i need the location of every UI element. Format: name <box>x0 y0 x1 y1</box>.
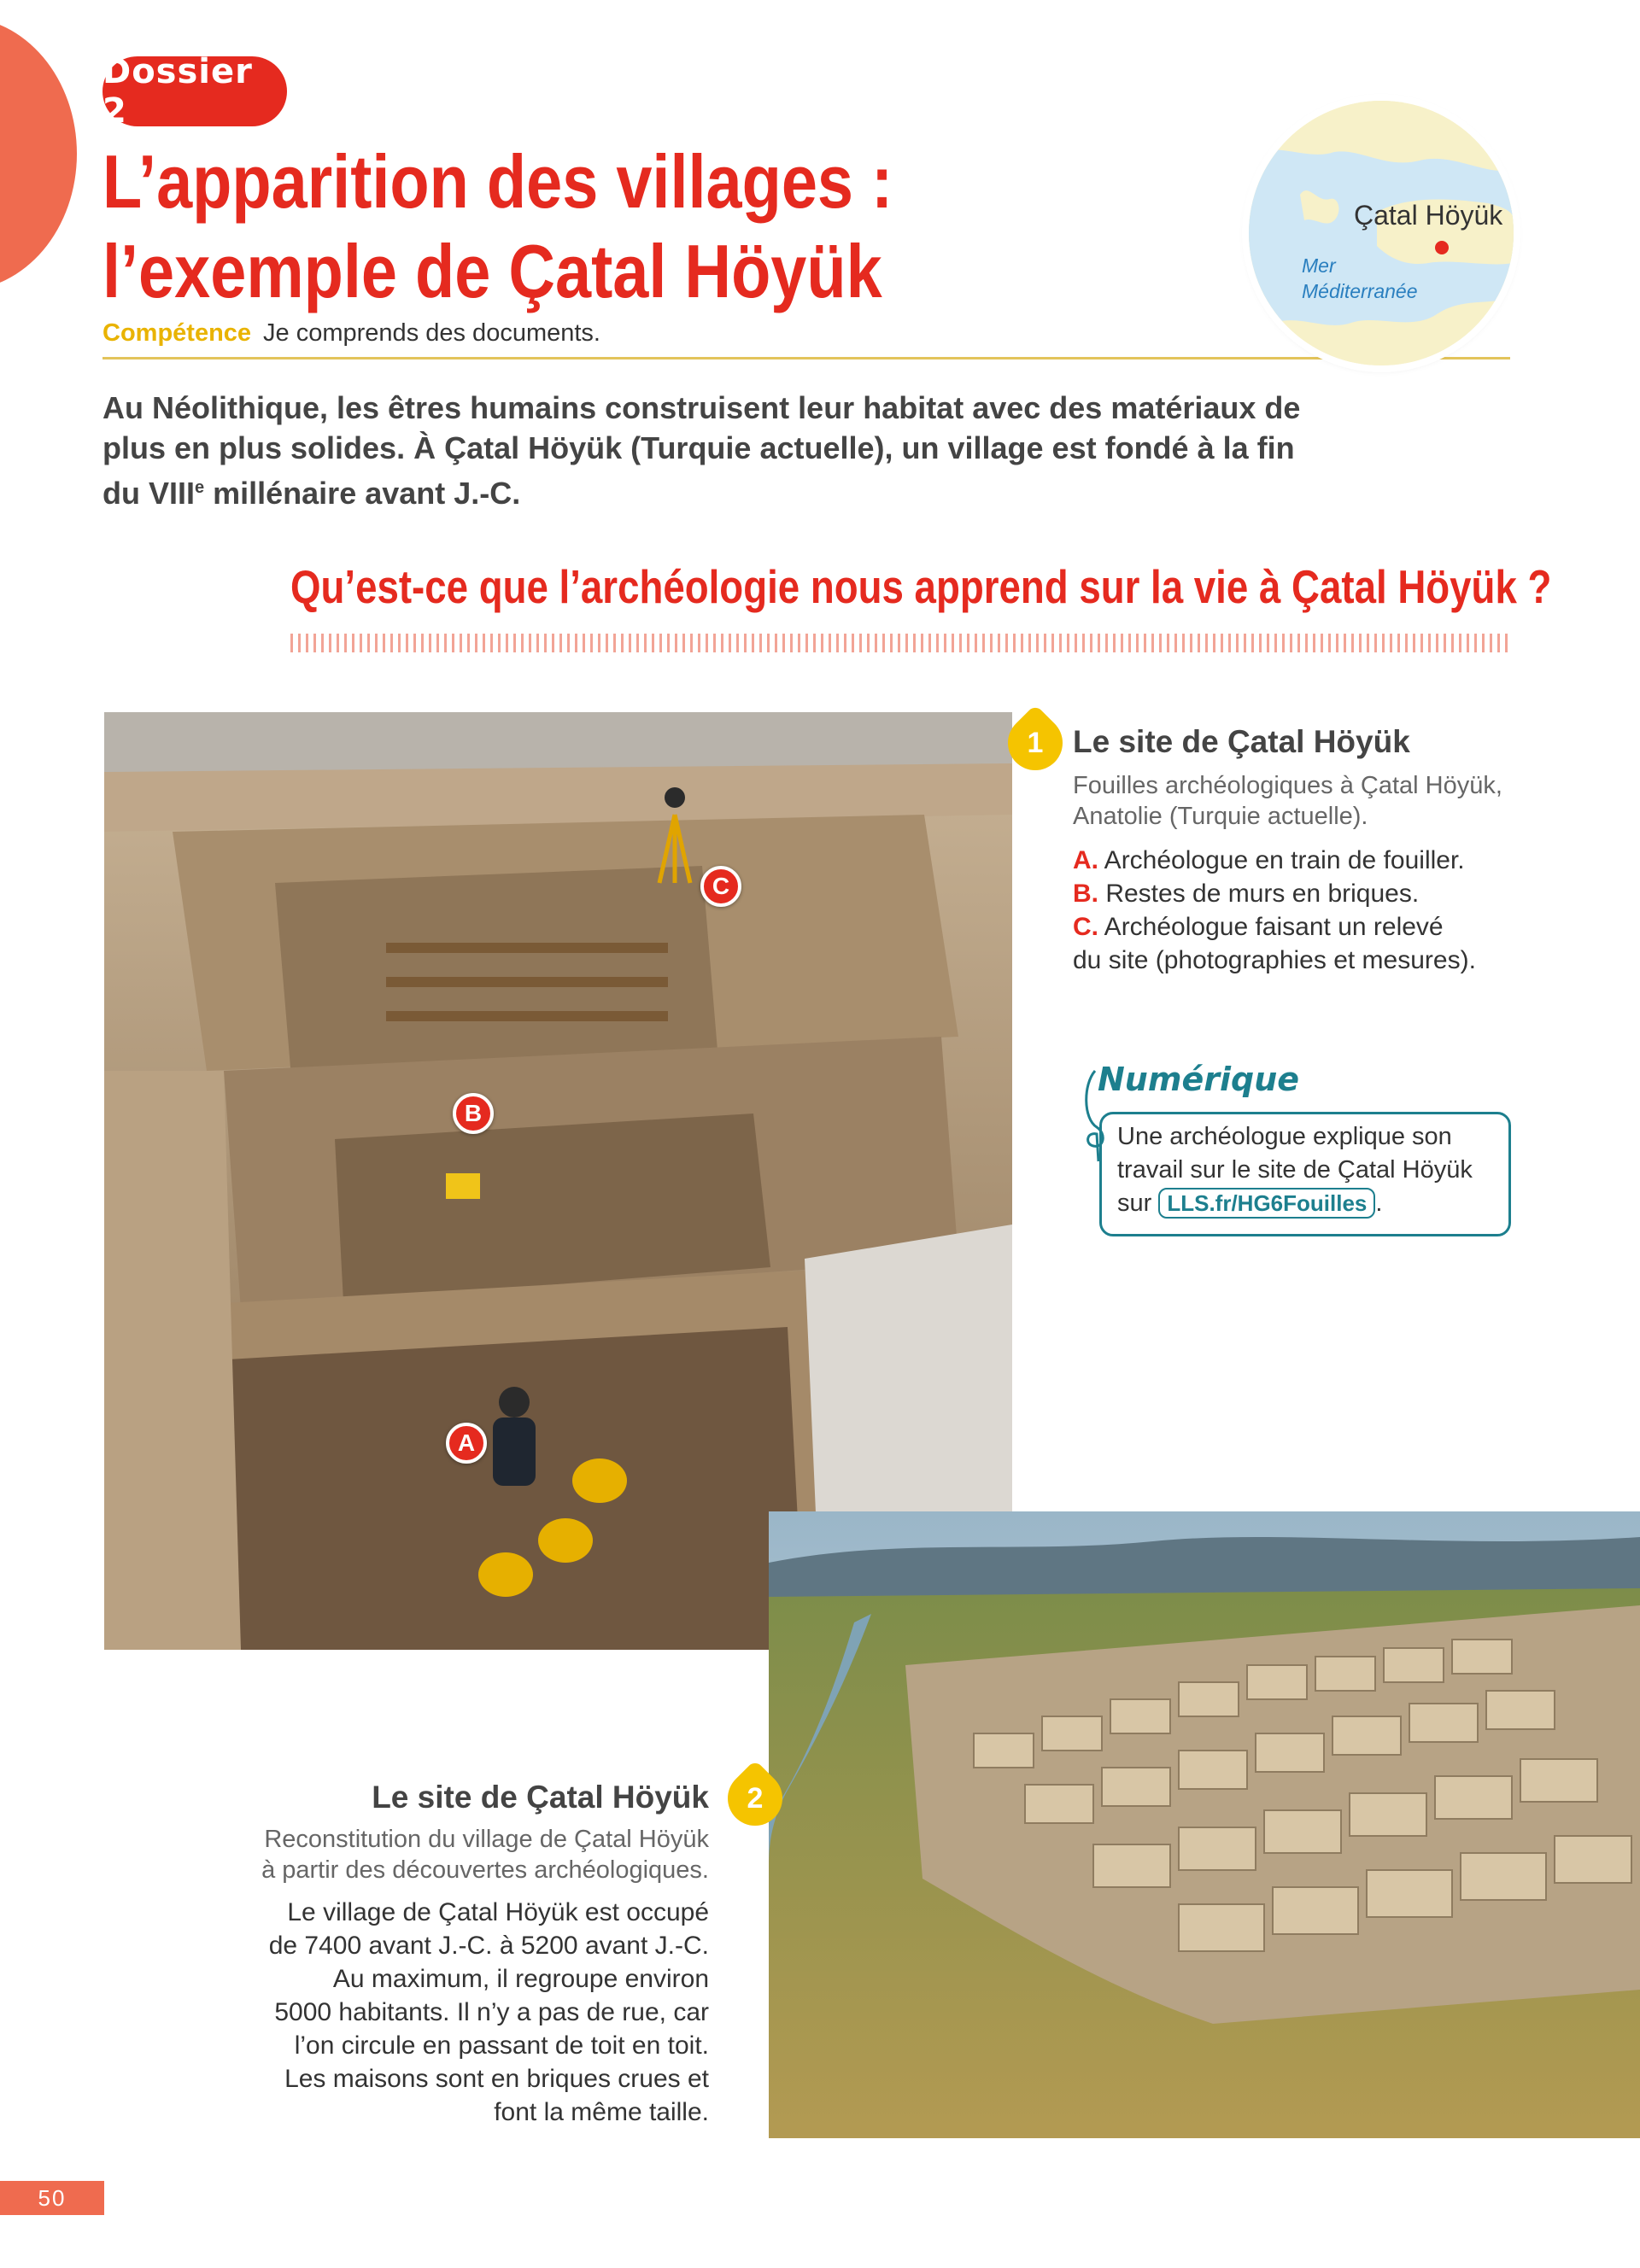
marker-c: C <box>700 866 741 907</box>
section-question: Qu’est-ce que l’archéologie nous apprend sur la vie à Çatal Höyük ? <box>290 560 1552 613</box>
dossier-badge: Dossier 2 <box>102 56 287 126</box>
numerique-line-2: travail sur le site de Çatal Höyük <box>1117 1156 1473 1184</box>
village-reconstruction-graphic <box>769 1511 1640 2138</box>
skill-label: Compétence <box>102 319 252 347</box>
doc1-item-a-text: Archéologue en train de fouiller. <box>1098 846 1465 874</box>
map-sea-label <box>1302 253 1418 304</box>
title-line-1: L’apparition des villages : <box>102 139 893 224</box>
location-map <box>1249 101 1514 365</box>
title-line-2: l’exemple de Çatal Höyük <box>102 229 882 313</box>
doc1-number: 1 <box>1027 726 1044 759</box>
excavation-photo <box>104 712 1012 1650</box>
intro-line-3b: millénaire avant J.-C. <box>204 476 521 511</box>
doc2-body-line: Le village de Çatal Höyük est occupé <box>287 1898 709 1926</box>
map-graphic <box>1249 101 1514 365</box>
doc1-item-c <box>1073 910 1551 944</box>
doc1-item-a <box>1073 844 1551 877</box>
doc2-caption-line-1: Reconstitution du village de Çatal Höyük <box>264 1826 709 1853</box>
numerique-line-1: Une archéologue explique son <box>1117 1123 1452 1150</box>
numerique-title: Numérique <box>1098 1061 1300 1098</box>
doc1-caption-line-1: Fouilles archéologiques à Çatal Höyük, <box>1073 772 1502 799</box>
intro-line-3a: du VIII <box>102 476 195 511</box>
marker-a: A <box>446 1423 487 1464</box>
map-location-dot <box>1435 241 1449 254</box>
doc1-caption <box>1073 770 1517 832</box>
doc1-item-b <box>1073 877 1551 910</box>
doc1-caption-line-2: Anatolie (Turquie actuelle). <box>1073 803 1368 830</box>
page-number: 50 <box>0 2181 104 2215</box>
doc1-title: Le site de Çatal Höyük <box>1073 724 1410 759</box>
numerique-line-3-suffix: . <box>1375 1190 1383 1217</box>
numerique-text <box>1117 1120 1510 1220</box>
doc1-legend-list <box>1073 844 1551 977</box>
doc2-body-line: Les maisons sont en briques crues et <box>284 2065 709 2093</box>
dashed-separator <box>290 634 1510 652</box>
doc2-text-block <box>231 1780 709 2129</box>
intro-line-1: Au Néolithique, les êtres humains construisent leur habitat avec des matériaux de <box>102 390 1301 425</box>
doc2-caption <box>231 1824 709 1885</box>
page-title <box>102 137 1057 316</box>
sea-line-1: Mer <box>1302 254 1336 277</box>
marker-b: B <box>453 1093 494 1134</box>
doc2-body-line: 5000 habitants. Il n’y a pas de rue, car <box>274 1998 709 2026</box>
skill-row <box>102 319 600 348</box>
doc1-item-c-text: Archéologue faisant un relevé <box>1098 913 1444 941</box>
decorative-half-circle <box>0 17 77 290</box>
sea-line-2: Méditerranée <box>1302 280 1418 302</box>
doc2-body-line: font la même taille. <box>494 2098 709 2126</box>
doc2-body-line: l’on circule en passant de toit en toit. <box>294 2031 709 2060</box>
numerique-link[interactable]: LLS.fr/HG6Fouilles <box>1158 1188 1375 1219</box>
numerique-line-3-prefix: sur <box>1117 1190 1159 1217</box>
skill-text: Je comprends des documents. <box>263 319 600 347</box>
excavation-illustration <box>104 712 1012 1650</box>
reconstruction-illustration <box>769 1511 1640 2138</box>
intro-paragraph <box>102 388 1315 513</box>
doc2-body <box>231 1896 709 2129</box>
doc2-number: 2 <box>747 1781 764 1815</box>
doc1-item-c-letter: C. <box>1073 913 1098 941</box>
intro-line-2: plus en plus solides. À Çatal Höyük (Turquie actuelle), un village est fondé à la fin <box>102 430 1295 465</box>
intro-sup: e <box>195 478 205 497</box>
doc1-item-a-letter: A. <box>1073 846 1098 874</box>
doc1-item-c-line-2: du site (photographies et mesures). <box>1073 946 1476 974</box>
doc1-item-b-text: Restes de murs en briques. <box>1098 880 1420 908</box>
doc2-body-line: de 7400 avant J.-C. à 5200 avant J.-C. <box>268 1932 709 1960</box>
doc2-caption-line-2: à partir des découvertes archéologiques. <box>261 1856 709 1884</box>
doc2-title: Le site de Çatal Höyük <box>372 1780 709 1815</box>
map-city-label: Çatal Höyük <box>1354 200 1503 231</box>
doc2-body-line: Au maximum, il regroupe environ <box>332 1965 709 1993</box>
doc1-item-b-letter: B. <box>1073 880 1098 908</box>
header-rule <box>102 357 1510 359</box>
